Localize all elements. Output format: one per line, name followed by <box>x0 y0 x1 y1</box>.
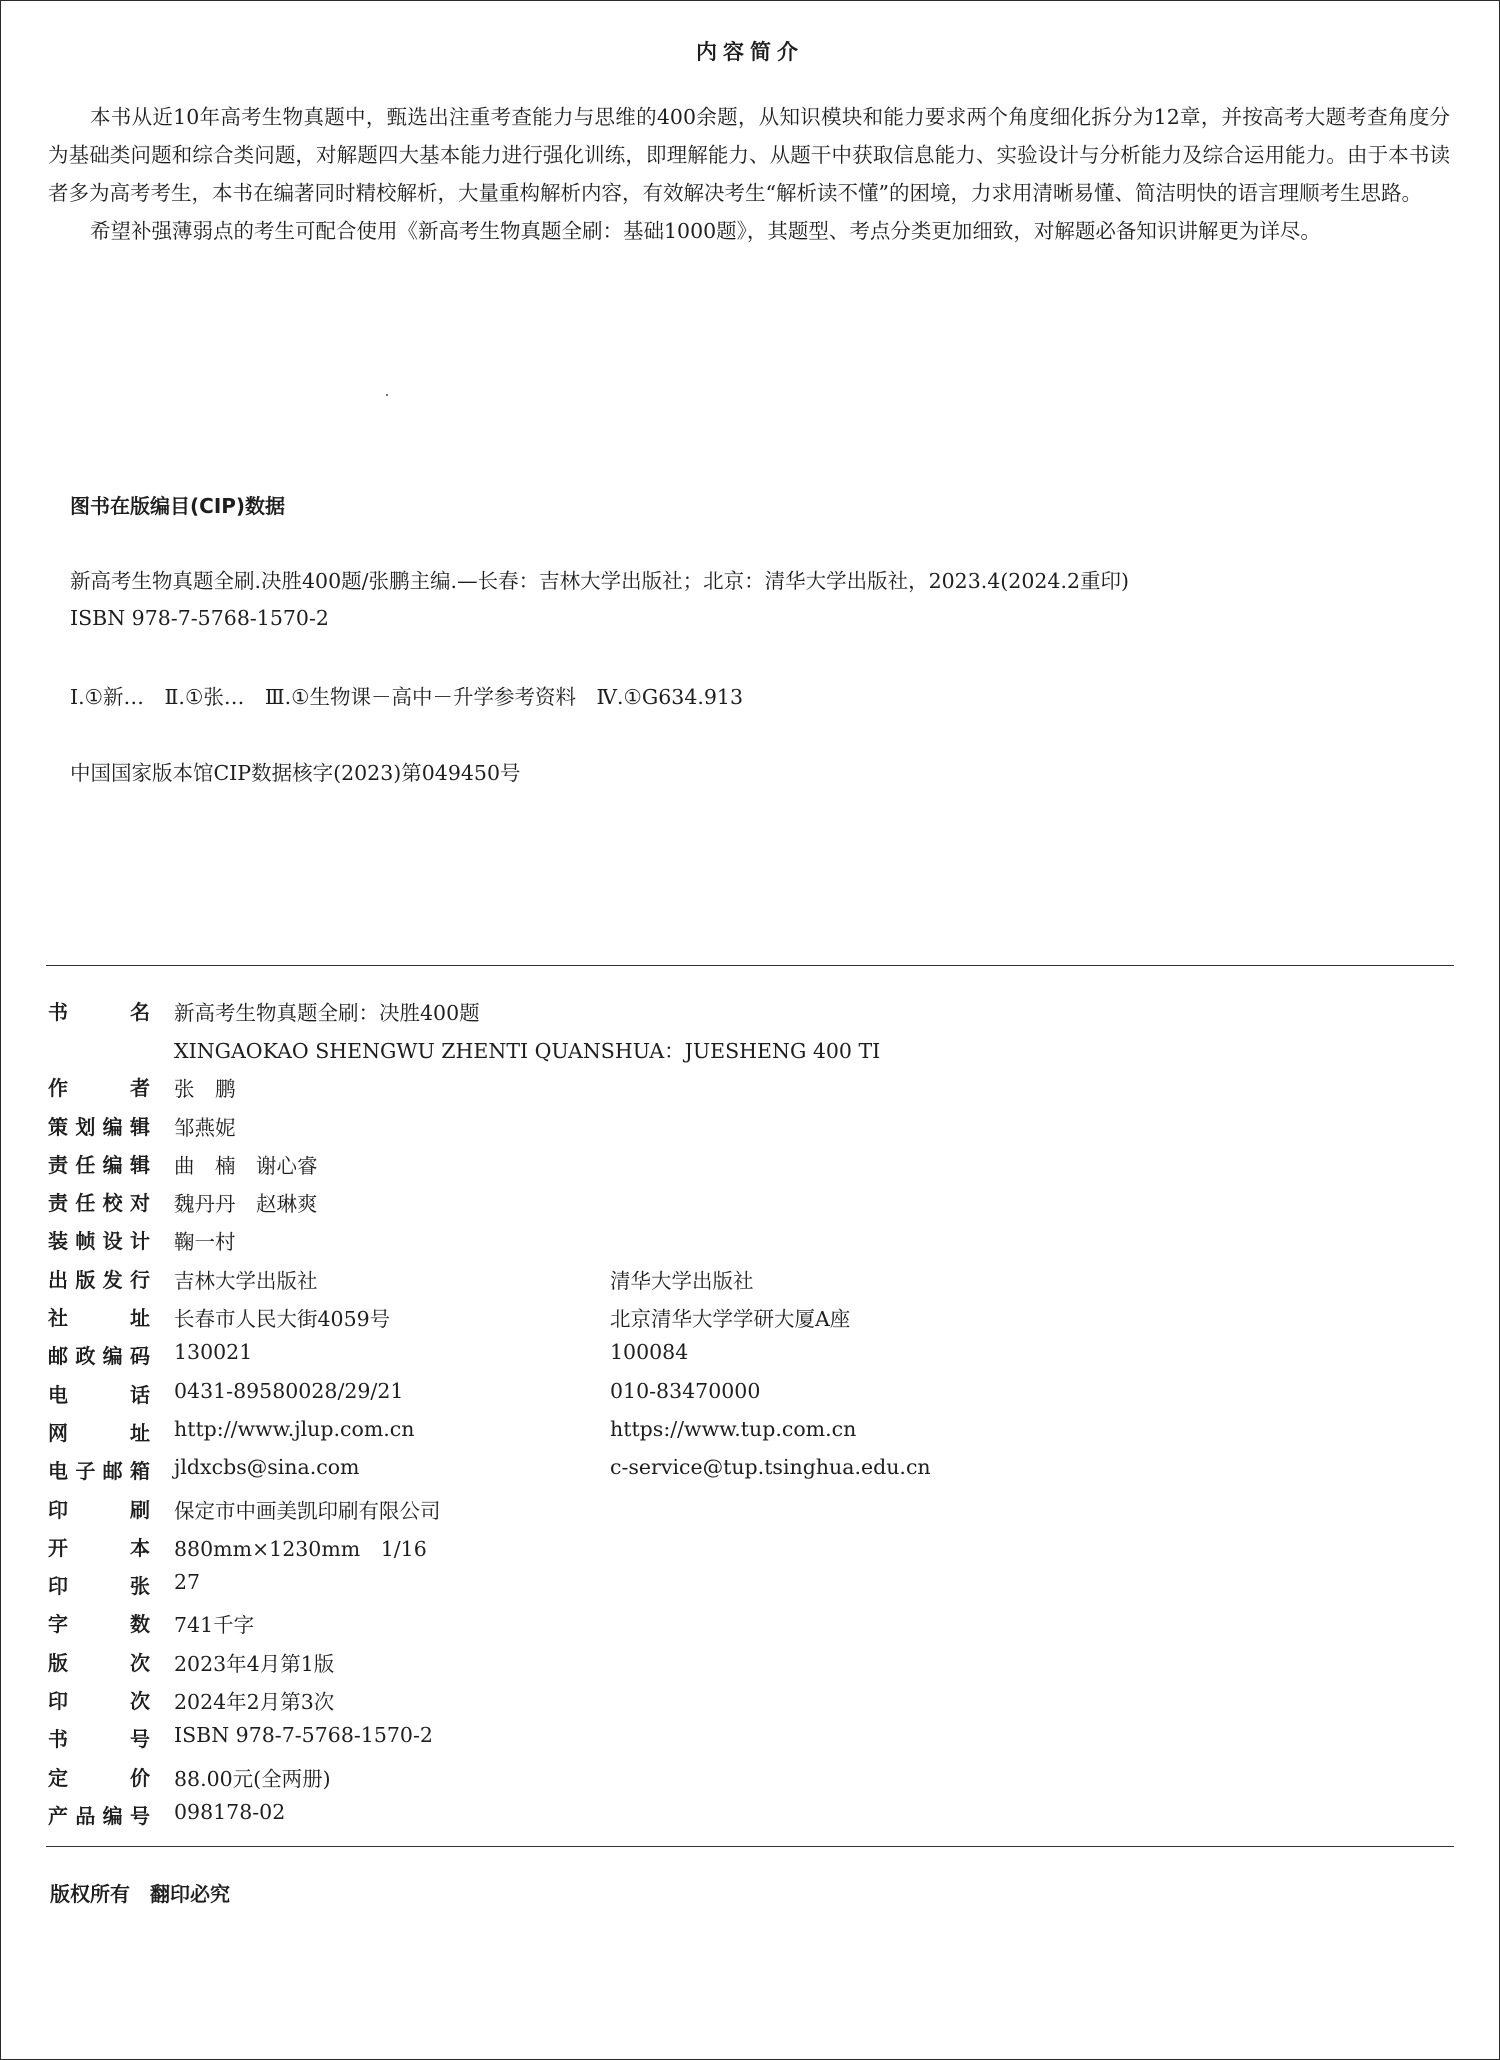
imprint-label: 印 刷 <box>48 1497 150 1522</box>
imprint-row-price <box>48 1762 1448 1800</box>
imprint-row-impression <box>48 1685 1448 1723</box>
imprint-row-proof <box>48 1187 1448 1225</box>
imprint-label: 装 帧 设 计 <box>48 1229 150 1254</box>
imprint-row-printer <box>48 1494 1448 1532</box>
intro-text <box>48 98 1450 250</box>
imprint-table <box>48 996 1448 1838</box>
bottom-divider <box>46 1846 1454 1847</box>
imprint-value: 27 <box>174 1570 201 1595</box>
imprint-value-2: https://www.tup.com.cn <box>610 1416 857 1441</box>
intro-title: 内容简介 <box>696 40 804 64</box>
imprint-label: 电 子 邮 箱 <box>48 1459 150 1484</box>
imprint-row-edition <box>48 1647 1448 1685</box>
intro-paragraph-2: 希望补强薄弱点的考生可配合使用《新高考生物真题全刷：基础1000题》，其题型、考点分类更加细致，对解题必备知识讲解更为详尽。 <box>90 219 1321 243</box>
imprint-row-isbn <box>48 1723 1448 1761</box>
imprint-label: 开 本 <box>48 1535 150 1560</box>
imprint-value: 保定市中画美凯印刷有限公司 <box>174 1498 441 1523</box>
imprint-row-phone <box>48 1379 1448 1417</box>
cip-line-2: ISBN 978-7-5768-1570-2 <box>70 606 329 630</box>
imprint-row-words <box>48 1608 1448 1646</box>
imprint-row-postcode <box>48 1340 1448 1378</box>
imprint-value: 曲 楠 谢心睿 <box>174 1153 318 1178</box>
imprint-value-2: c-service@tup.tsinghua.edu.cn <box>610 1455 931 1480</box>
imprint-label: 责 任 编 辑 <box>48 1152 150 1177</box>
imprint-label: 印 张 <box>48 1574 150 1599</box>
imprint-label: 版 次 <box>48 1650 150 1675</box>
cip-heading: 图书在版编目(CIP)数据 <box>70 494 286 518</box>
imprint-value: 0431-89580028/29/21 <box>174 1378 404 1403</box>
imprint-value: 2023年4月第1版 <box>174 1651 335 1676</box>
imprint-value-2: 清华大学出版社 <box>610 1268 754 1293</box>
imprint-value-2: 北京清华大学学研大厦A座 <box>610 1307 851 1332</box>
imprint-value: 88.00元(全两册) <box>174 1766 331 1791</box>
imprint-label: 书 名 <box>48 1000 150 1024</box>
imprint-label: 印 次 <box>48 1689 150 1714</box>
imprint-value: jldxcbs@sina.com <box>174 1455 360 1480</box>
imprint-value: 2024年2月第3次 <box>174 1690 335 1715</box>
imprint-value: 098178-02 <box>174 1799 286 1824</box>
copyright-notice: 版权所有 翻印必究 <box>50 1882 230 1906</box>
imprint-row-email <box>48 1455 1448 1493</box>
imprint-row-sheets <box>48 1570 1448 1608</box>
speck <box>386 394 388 396</box>
imprint-label: 邮 政 编 码 <box>48 1344 150 1369</box>
imprint-value: 长春市人民大街4059号 <box>174 1307 391 1332</box>
imprint-label: 电 话 <box>48 1382 150 1407</box>
imprint-row-design <box>48 1225 1448 1263</box>
imprint-row-publisher <box>48 1264 1448 1302</box>
imprint-value: http://www.jlup.com.cn <box>174 1416 415 1441</box>
imprint-value: 吉林大学出版社 <box>174 1268 318 1293</box>
imprint-row-planner <box>48 1111 1448 1149</box>
imprint-label: 出 版 发 行 <box>48 1267 150 1292</box>
imprint-label: 社 址 <box>48 1306 150 1331</box>
imprint-row-editor <box>48 1149 1448 1187</box>
cip-line-1: 新高考生物真题全刷.决胜400题/张鹏主编.—长春：吉林大学出版社；北京：清华大学出版社，2023.4(2024.2重印) <box>70 569 1130 593</box>
imprint-row-author <box>48 1072 1448 1110</box>
imprint-label: 作 者 <box>48 1076 150 1101</box>
imprint-value-2: 100084 <box>610 1340 689 1365</box>
imprint-value: 邹燕妮 <box>174 1115 236 1140</box>
imprint-label: 书 号 <box>48 1727 150 1752</box>
imprint-value: 张 鹏 <box>174 1077 236 1102</box>
imprint-label: 产 品 编 号 <box>48 1803 150 1828</box>
imprint-value: 741千字 <box>174 1613 255 1638</box>
imprint-label: 网 址 <box>48 1420 150 1445</box>
imprint-value: 魏丹丹 赵琳爽 <box>174 1192 318 1217</box>
imprint-value-pinyin: XINGAOKAO SHENGWU ZHENTI QUANSHUA：JUESHENG 400 TI <box>174 1039 881 1064</box>
imprint-label: 定 价 <box>48 1765 150 1790</box>
imprint-value: 880mm×1230mm 1/16 <box>174 1536 427 1561</box>
imprint-label: 责 任 校 对 <box>48 1191 150 1216</box>
imprint-label: 策 划 编 辑 <box>48 1114 150 1139</box>
imprint-value: 130021 <box>174 1340 253 1365</box>
cip-line-4: 中国国家版本馆CIP数据核字(2023)第049450号 <box>70 761 521 785</box>
imprint-value: 鞠一村 <box>174 1230 236 1255</box>
imprint-row-pinyin <box>48 1034 1448 1072</box>
imprint-row-product <box>48 1800 1448 1838</box>
top-divider <box>46 965 1454 966</box>
imprint-value-2: 010-83470000 <box>610 1378 761 1403</box>
imprint-row-format <box>48 1532 1448 1570</box>
imprint-value: 新高考生物真题全刷：决胜400题 <box>174 1001 480 1025</box>
imprint-value: ISBN 978-7-5768-1570-2 <box>174 1723 433 1748</box>
cip-line-3: Ⅰ.①新… Ⅱ.①张… Ⅲ.①生物课－高中－升学参考资料 Ⅳ.①G634.913 <box>70 685 744 709</box>
imprint-row-web <box>48 1417 1448 1455</box>
imprint-row-title <box>48 996 1448 1034</box>
imprint-row-address <box>48 1302 1448 1340</box>
intro-paragraph-1: 本书从近10年高考生物真题中，甄选出注重考查能力与思维的400余题，从知识模块和能力要求两个角度细化拆分为12章，并按高考大题考查角度分为基础类问题和综合类问题，对解题四大基本能力进行强化训练，即理解能力、从题干中获取信息能力、实验设计与分析能力及综合运用能力。由于本书读者多为高考考生，本书在编著同时精校解析，大量重构解析内容，有效解决考生“解析读不懂”的困境，力求用清晰易懂、简洁明快的语言理顺考生思路。 <box>48 105 1450 205</box>
imprint-label: 字 数 <box>48 1612 150 1637</box>
